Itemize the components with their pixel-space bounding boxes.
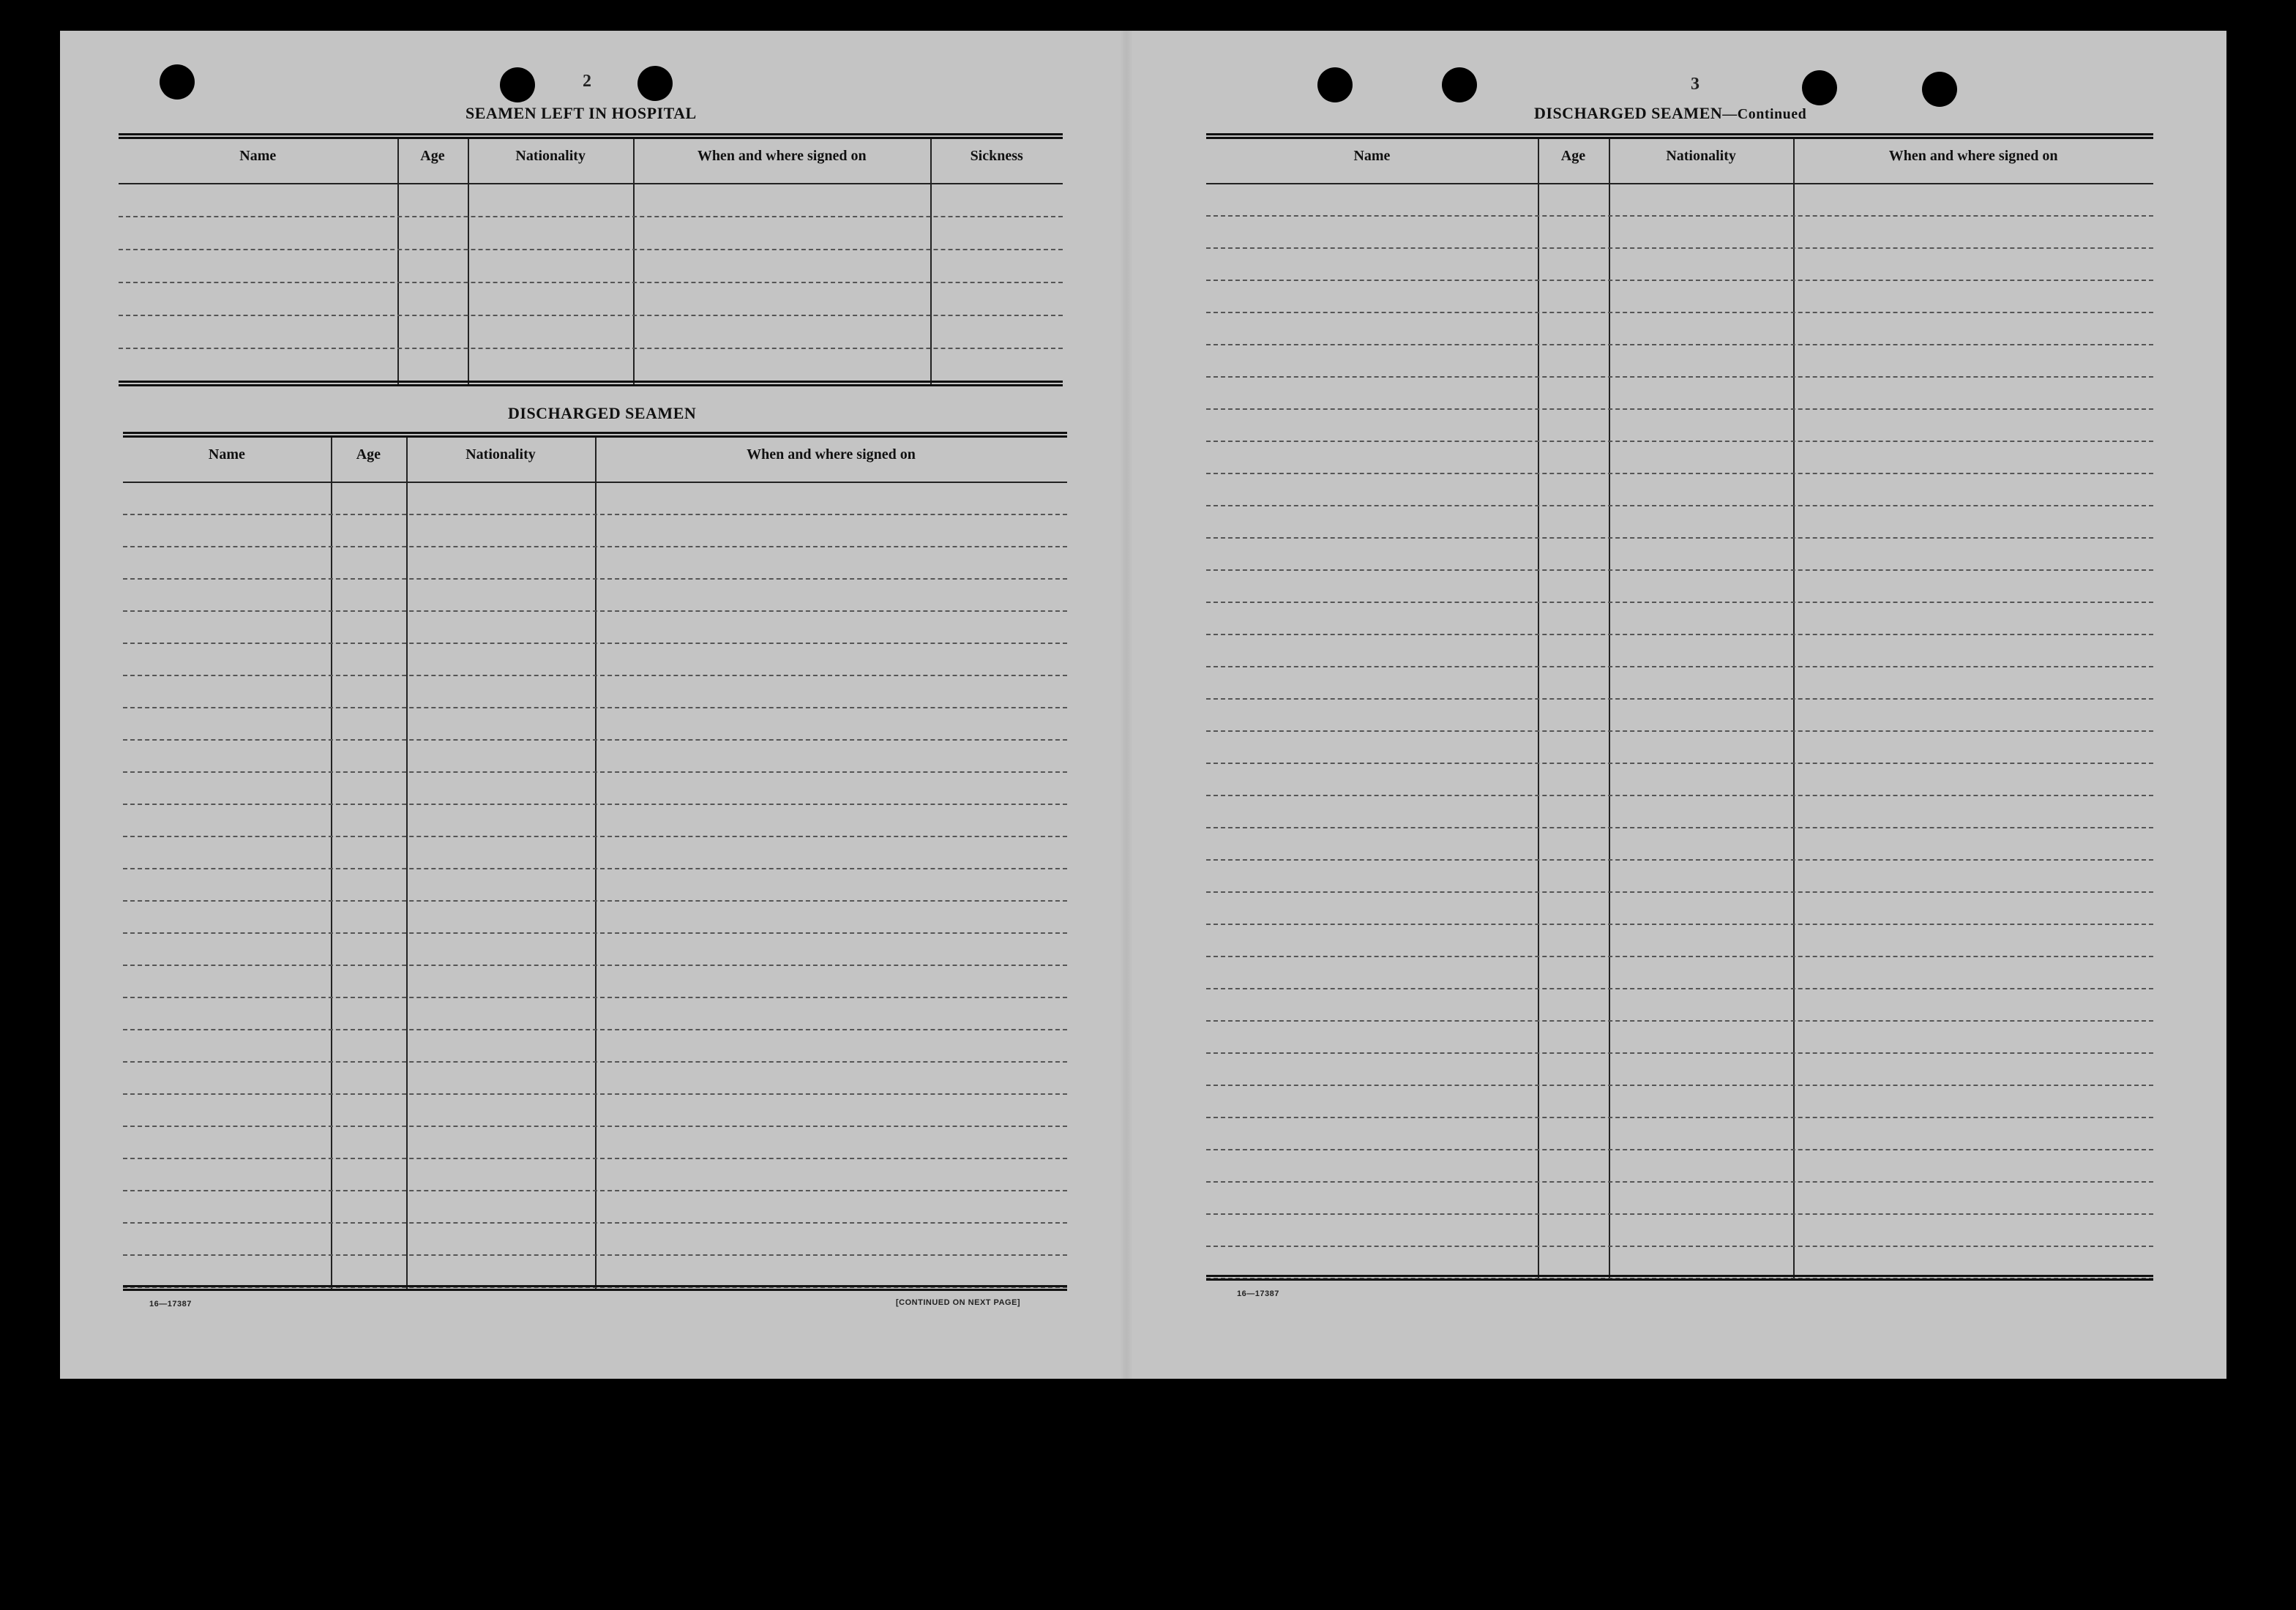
column-header: Name [1353,148,1391,164]
entry-row-line [1206,795,2153,796]
entry-row-line [1206,698,2153,700]
column-header: When and where signed on [1888,148,2058,164]
entry-row-line [123,546,1067,547]
header-rule [1206,183,2153,184]
entry-row-line [123,868,1067,869]
entry-row-line [1206,1052,2153,1054]
discharged-section-title: DISCHARGED SEAMEN [508,404,697,422]
entry-row-line [1206,376,2153,378]
page-fold [1120,31,1133,1379]
entry-row-line [1206,891,2153,893]
column-header: Age [420,148,445,164]
discharged-continued-title [1534,104,1806,123]
column-header: When and where signed on [697,148,867,164]
entry-row-line [119,315,1063,316]
punch-hole [500,67,535,102]
column-header: Age [356,446,381,463]
entry-row-line [1206,505,2153,506]
punch-hole [1442,67,1477,102]
column-divider [406,438,408,1289]
continued-note: [CONTINUED ON NEXT PAGE] [896,1298,1021,1307]
bottom-rule [119,381,1063,386]
entry-row-line [123,514,1067,515]
entry-row-line [123,965,1067,966]
entry-row-line [123,707,1067,708]
column-divider [1793,139,1795,1279]
entry-row-line [119,282,1063,283]
entry-row-line [123,1158,1067,1159]
entry-row-line [1206,441,2153,442]
entry-row-line [1206,924,2153,925]
column-divider [1609,139,1610,1279]
discharged-continued-title-suffix: —Continued [1722,106,1807,122]
double-rule [119,133,1063,139]
double-rule [123,432,1067,438]
entry-row-line [1206,1085,2153,1086]
punch-hole [1922,72,1957,107]
left-page-number: 2 [583,72,591,91]
entry-row-line [1206,247,2153,249]
column-header: Nationality [465,446,536,463]
column-divider [595,438,597,1289]
entry-row-line [123,610,1067,612]
entry-row-line [1206,1117,2153,1118]
column-header: Name [208,446,245,463]
entry-row-line [1206,988,2153,989]
entry-row-line [123,1093,1067,1095]
entry-row-line [123,578,1067,580]
entry-row-line [123,1190,1067,1191]
entry-row-line [1206,859,2153,861]
entry-row-line [123,1029,1067,1030]
entry-row-line [1206,473,2153,474]
entry-row-line [1206,408,2153,410]
entry-row-line [123,1254,1067,1256]
entry-row-line [123,836,1067,837]
entry-row-line [119,249,1063,250]
entry-row-line [1206,666,2153,667]
punch-hole [637,66,673,101]
hospital-section-title: SEAMEN LEFT IN HOSPITAL [465,104,697,122]
entry-row-line [123,900,1067,902]
double-rule [1206,133,2153,139]
entry-row-line [1206,312,2153,313]
entry-row-line [1206,956,2153,957]
entry-row-line [123,675,1067,676]
entry-row-line [123,643,1067,644]
entry-row-line [1206,537,2153,539]
bottom-rule [1206,1275,2153,1281]
entry-row-line [123,997,1067,998]
right-form-number: 16—17387 [1237,1289,1279,1298]
entry-row-line [1206,569,2153,571]
entry-row-line [1206,1020,2153,1022]
column-divider [331,438,332,1289]
column-header: When and where signed on [747,446,916,463]
entry-row-line [123,1222,1067,1224]
column-header: Nationality [1666,148,1736,164]
entry-row-line [1206,634,2153,635]
entry-row-line [1206,730,2153,732]
right-page-number: 3 [1691,75,1699,94]
entry-row-line [1206,1149,2153,1150]
header-rule [119,183,1063,184]
entry-row-line [1206,280,2153,281]
column-header: Name [239,148,277,164]
entry-row-line [119,216,1063,217]
entry-row-line [123,739,1067,741]
entry-row-line [1206,763,2153,764]
entry-row-line [1206,215,2153,217]
entry-row-line [119,348,1063,349]
discharged-continued-table [1206,133,2153,1279]
left-form-number: 16—17387 [149,1300,192,1308]
column-divider [1538,139,1539,1279]
entry-row-line [123,1061,1067,1063]
column-header: Nationality [515,148,586,164]
entry-row-line [1206,1246,2153,1247]
entry-row-line [1206,1213,2153,1215]
discharged-continued-title-main: DISCHARGED SEAMEN [1534,104,1723,122]
punch-hole [160,64,195,100]
entry-row-line [123,1126,1067,1127]
entry-row-line [1206,1181,2153,1183]
punch-hole [1802,70,1837,105]
column-header: Age [1560,148,1586,164]
entry-row-line [123,804,1067,805]
entry-row-line [1206,602,2153,603]
bottom-rule [123,1285,1067,1291]
entry-row-line [123,932,1067,934]
discharged-table [123,432,1067,1289]
column-header: Sickness [970,148,1023,164]
punch-hole [1317,67,1353,102]
entry-row-line [1206,827,2153,828]
entry-row-line [123,771,1067,773]
hospital-table [119,133,1063,385]
entry-row-line [1206,344,2153,345]
